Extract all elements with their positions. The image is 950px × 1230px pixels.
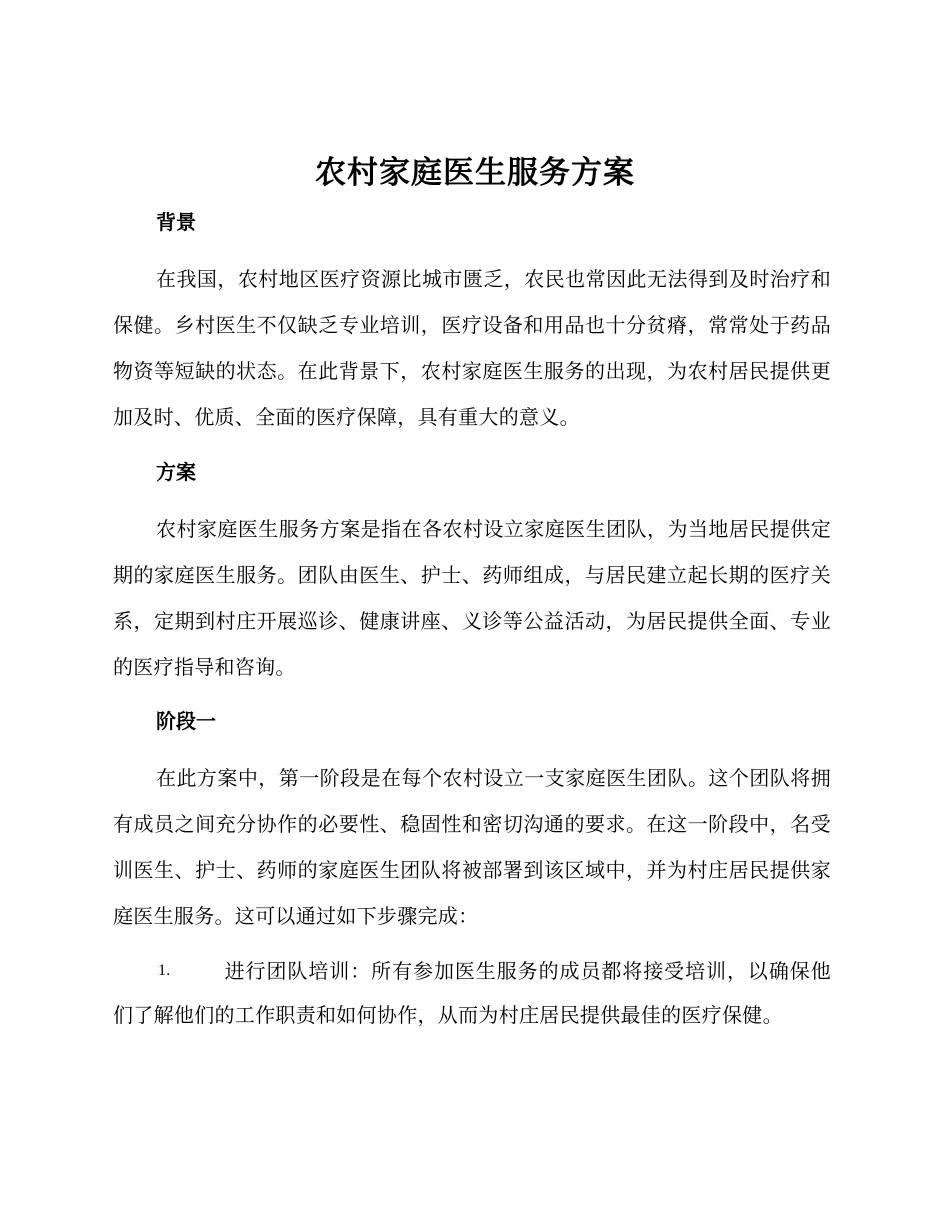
section-heading-plan: 方案 [156,460,196,484]
list-item-number: 1. [158,962,171,979]
list-item-text: 进行团队培训：所有参加医生服务的成员都将接受培训，以确保他们了解他们的工作职责和如何协作，从而为村庄居民提供最佳的医疗保健。 [113,959,831,1027]
document-title: 农村家庭医生服务方案 [315,155,635,191]
section-paragraph-phase-one: 在此方案中，第一阶段是在每个农村设立一支家庭医生团队。这个团队将拥有成员之间充分协作的必要性、稳固性和密切沟通的要求。在这一阶段中，名受训医生、护士、药师的家庭医生团队将被部署到该区域中，并为村庄居民提供家庭医生服务。这可以通过如下步骤完成： [113,766,831,928]
section-paragraph-plan: 农村家庭医生服务方案是指在各农村设立家庭医生团队，为当地居民提供定期的家庭医生服务。团队由医生、护士、药师组成，与居民建立起长期的医疗关系，定期到村庄开展巡诊、健康讲座、义诊等公益活动，为居民提供全面、专业的医疗指导和咨询。 [113,517,831,679]
list-item [113,949,831,1037]
section-paragraph-background: 在我国，农村地区医疗资源比城市匮乏，农民也常因此无法得到及时治疗和保健。乡村医生不仅缺乏专业培训，医疗设备和用品也十分贫瘠，常常处于药品物资等短缺的状态。在此背景下，农村家庭医生服务的出现，为农村居民提供更加及时、优质、全面的医疗保障，具有重大的意义。 [113,267,831,429]
section-heading-background: 背景 [156,210,196,234]
section-heading-phase-one: 阶段一 [156,709,216,733]
